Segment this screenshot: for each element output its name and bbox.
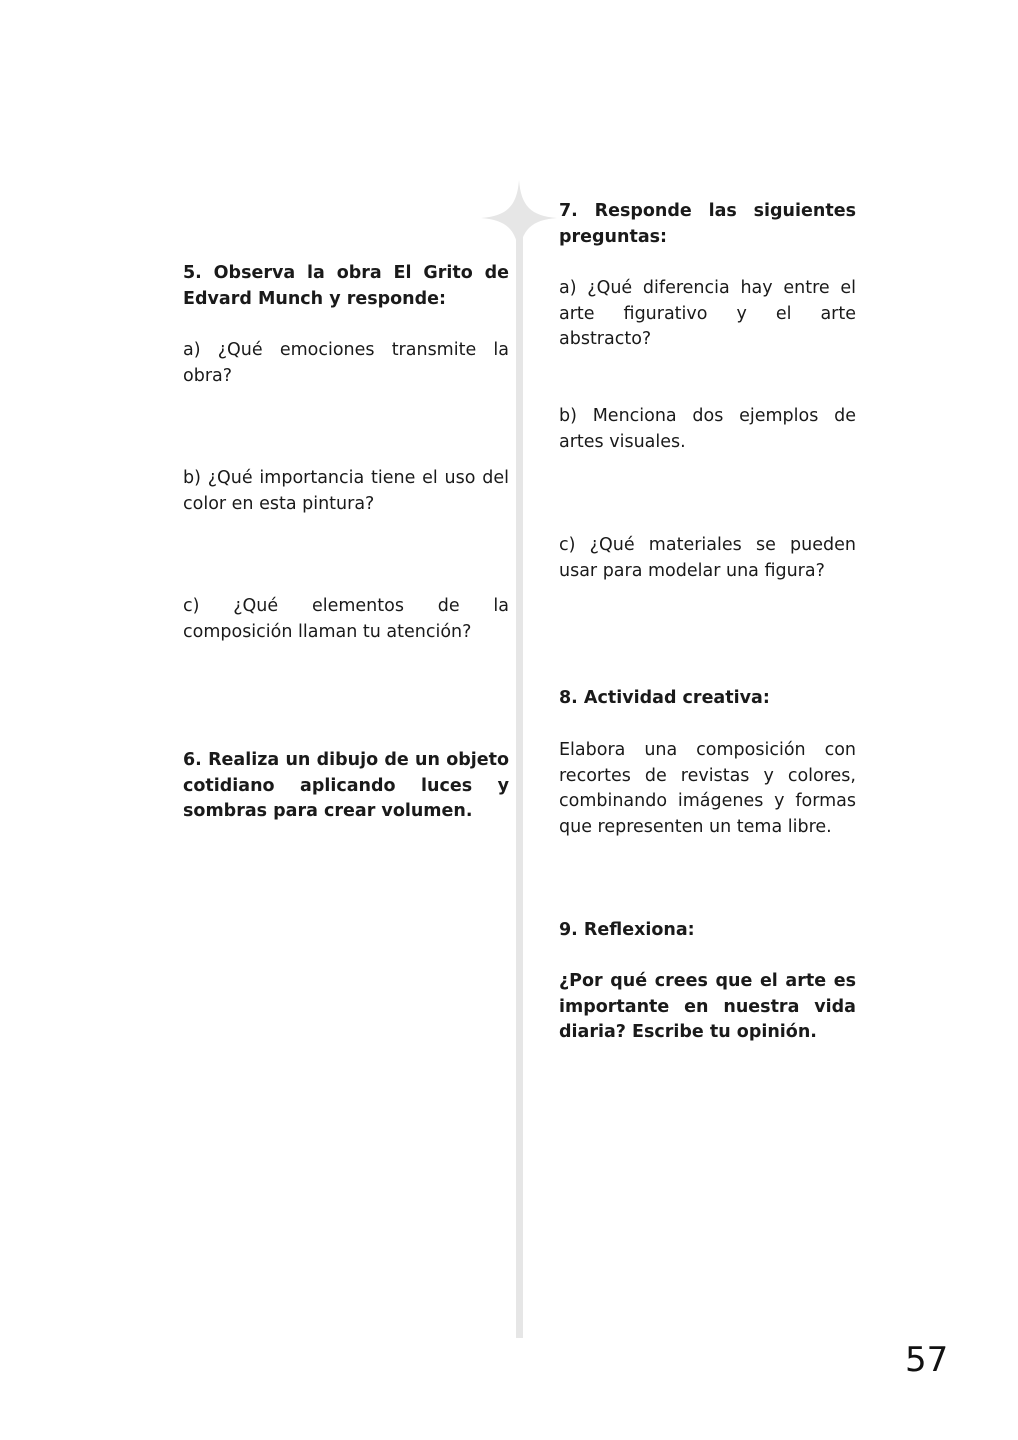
question-7c: c) ¿Qué materiales se pueden usar para modelar una figura? <box>559 535 856 581</box>
question-5b: b) ¿Qué importancia tiene el uso del color en esta pintura? <box>183 468 509 514</box>
question-5a: a) ¿Qué emociones transmite la obra? <box>183 340 509 386</box>
sparkle-star-icon <box>481 180 557 256</box>
question-5c: c) ¿Qué elementos de la composición llaman tu atención? <box>183 596 509 642</box>
question-8-title: 8. Actividad creativa: <box>559 688 770 708</box>
question-7-title: 7. Responde las siguientes preguntas: <box>559 201 856 247</box>
question-8-body: Elabora una composición con recortes de revistas y colores, combinando imágenes y formas que representen un tema libre. <box>559 740 856 837</box>
question-9-title: 9. Reflexiona: <box>559 920 695 940</box>
question-6-title: 6. Realiza un dibujo de un objeto cotidiano aplicando luces y sombras para crear volumen. <box>183 750 509 822</box>
question-5-title: 5. Observa la obra El Grito de Edvard Munch y responde: <box>183 263 509 309</box>
question-7a: a) ¿Qué diferencia hay entre el arte figurativo y el arte abstracto? <box>559 278 856 350</box>
question-7b: b) Menciona dos ejemplos de artes visuales. <box>559 406 856 452</box>
question-9-body: ¿Por qué crees que el arte es importante en nuestra vida diaria? Escribe tu opinión. <box>559 971 856 1043</box>
column-divider <box>516 222 523 1338</box>
page-number: 57 <box>905 1340 949 1380</box>
